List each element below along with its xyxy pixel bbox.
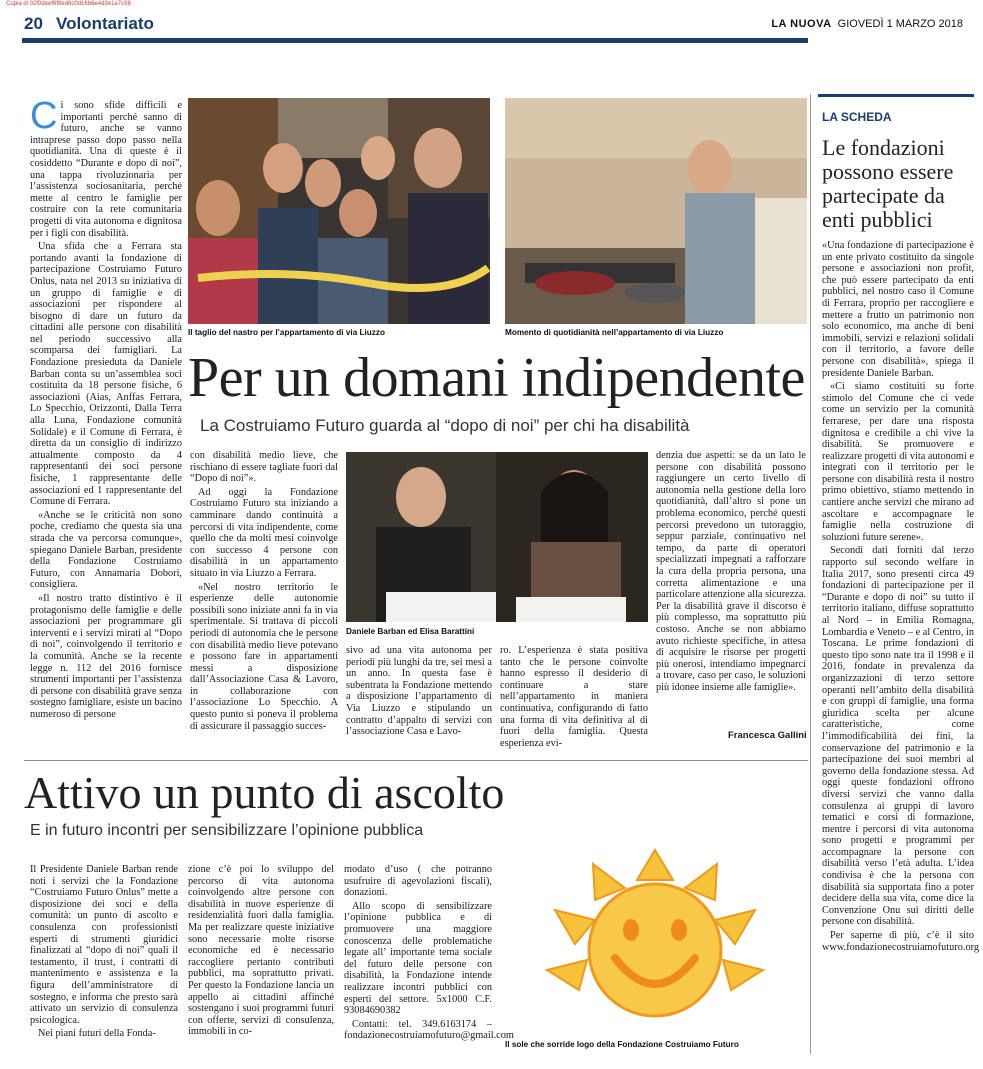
photo3-caption: Daniele Barban ed Elisa Barattini: [346, 627, 475, 636]
paragraph: zione c’è poi lo sviluppo del percorso di vita autonoma coinvolgendo altre persone con disabilità in nuove esperienze di residenzialità fuori dalla famiglia. Ma per realizzare queste iniziative sono necessarie molte risorse economiche ed è necessario raccogliere pertanto contributi pubblici, ma soprattutto privati. Per questo la Fondazione lancia un appello ai cittadini affinché sostengano i suoi programmi futuri con offerte, servizi di consulenza, immobili in co-: [188, 864, 334, 1038]
article1-col4a: [500, 645, 648, 755]
article-divider: [24, 760, 808, 761]
article2-col2: [188, 864, 334, 1054]
paragraph: sivo ad una vita autonoma per periodi più lunghi da tre, sei mesi a un anno. In questa fase è subentrata la Fondazione mettendo a disposizione l’appartamento di Via Liuzzo e stipulando un contratto d’appalto di servizi con l’associazione Casa e Lavo-: [346, 645, 492, 738]
article2-col3: [344, 864, 514, 1054]
header-bar: [22, 38, 808, 43]
photo-ribbon-cutting: [188, 98, 490, 324]
photo-kitchen: [505, 98, 807, 324]
paragraph: ro. L’esperienza è stata positiva tanto che le persone coinvolte hanno espresso il desiderio di continuare a stare nell’appartamento in maniera continuativa, configurando di fatto una forma di vita definitiva al di fuori della famiglia. Questa esperienza evi-: [500, 645, 648, 749]
paragraph: Una sfida che a Ferrara sta portando avanti la fondazione di partecipazione Costruiamo Futuro Onlus, nata nel 2013 su iniziativa di un gruppo di famiglie e di associazioni per rispondere al bisogno di dare un futuro da cittadini alle persone con disabilità nel periodo successivo alla scomparsa dei famigliari. La Fondazione presieduta da Daniele Barban conta su un’assemblea soci costituita da 18 persone fisiche, 6 associazioni (Aias, Anffas Ferrara, Lo Specchio, Orizzonti, Dalla Terra alla Luna, Fondazione comunità Solidale) e il Comune di Ferrara, è diretta da un consiglio di indirizzo attualmente composto da 4 rappresentanti dei soci persone fisiche, 1 rappresentante delle associazioni ed 1 rappresentante del Comune di Ferrara.: [30, 241, 182, 508]
sidebar-label: LA SCHEDA: [822, 110, 892, 124]
article1-col4: [656, 450, 806, 728]
article1-subheadline: La Costruiamo Futuro guarda al “dopo di noi” per chi ha disabilità: [200, 416, 690, 435]
paragraph: «Anche se le criticità non sono poche, crediamo che questa sia una strada che va percorsa comunque», spiegano Daniele Barban, presidente della Fondazione Costruiamo Futuro, con Annamaria Dobori, consigliera.: [30, 509, 182, 591]
article1-col1: [30, 95, 182, 754]
paragraph: «Ci siamo costituiti su forte stimolo del Comune che ci vede come un servizio per la comunità ferrarese, per dare una risposta dignitosa e credibile a chi vive la disabilità. Se promuovere e realizzare progetti di vita autonomi e integrati con il territorio per le persone con disabilità resta il nostro primo obiettivo, stiamo mettendo in cantiere anche servizi che mirano ad ascoltare e accompagnare le famiglie nella costruzione di soluzioni future serene».: [822, 381, 974, 543]
sun-logo-image: [505, 845, 805, 1035]
copy-tag: Copia di 02f0deef6f8ed8c0d16b6e4d3e1a7c98: [6, 1, 131, 7]
paragraph: «Una fondazione di partecipazione è un ente privato costituito da singole persone e associazioni non profit, che può essere partecipato da enti pubblici, nel nostro caso il Comune di Ferrara, proprio per raccogliere e mettere a frutto un patrimonio non solo economico, ma anche di beni immobili, servizi e relazioni solidali con il territorio, a favore delle persone con disabilità», spiega il presidente Daniele Barban.: [822, 240, 974, 379]
photo1-caption: Il taglio del nastro per l’appartamento di via Liuzzo: [188, 328, 385, 337]
paragraph: Contatti: tel. 349.6163174 – fondazionecostruiamofuturo@gmail.com: [344, 1018, 514, 1042]
sidebar-title: Le fondazioni possono essere partecipate da enti pubblici: [822, 135, 954, 232]
article2-headline: Attivo un punto di ascolto: [24, 767, 505, 818]
paragraph: con disabilità medio lieve, che rischiano di essere tagliate fuori dal “Dopo di noi”».: [190, 450, 338, 485]
byline: Francesca Gallini: [728, 730, 807, 741]
sidebar-body: [822, 240, 979, 1054]
article2-col1: [30, 864, 178, 1054]
article2-subheadline: E in futuro incontri per sensibilizzare l’opinione pubblica: [30, 822, 424, 839]
paragraph: i sono sfide difficili e importanti perché sanno di futuro, anche se vanno intraprese passo dopo passo nella quotidianità. Una di queste è il cosiddetto “Durante e dopo di noi”, una tappa rivoluzionaria per l’assistenza sociosanitaria, perché mette al centro le famiglie per costruire con la rete comunitaria progetti di vita autonoma e dignitosa per i figli con disabilità.: [30, 100, 182, 239]
article1-col2: [190, 450, 338, 755]
paragraph: Per saperne di più, c’è il sito www.fondazionecostruiamofuturo.org: [822, 930, 979, 953]
sidebar-top-bar: [818, 94, 974, 97]
paragraph: Secondi dati forniti dal terzo rapporto sul secondo welfare in Italia 2017, sono presenti circa 49 fondazioni di partecipazione per il “Durante e dopo di noi” su tutto il territorio italiano, diffuse soprattutto al Nord – in Emilia Romagna, Lombardia e Veneto – e al Centro, in Toscana. Le prime fondazioni di questo tipo sono nate tra il 1998 e il 2016, fondate in prevalenza da organizzazioni di terzo settore operanti nell’ambito della disabilità e con gruppi di famiglie, una forma giuridica scelta per alcune caratteristiche, come l’immodificabilità dei fini, la conservazione del patrimonio e la partecipazione dei suoi membri al governo della fondazione stessa. Ad oggi queste fondazioni offrono diversi servizi che vanno dalla consulenza ai gruppi di lavoro tematici e corsi di formazione, mentre i percorsi di vita autonoma sono progetti e programmi per accompagnare la persone con disabilità verso l’età adulta. L’idea condivisa è che la persona con disabilità sia supportata fino a poter decidere della sua vita, come dice la Convenzione Onu sui diritti delle persone con disabilità.: [822, 545, 974, 928]
paragraph: denzia due aspetti: se da un lato le persone con disabilità possono raggiungere un certo livello di autonomia nella gestione della loro quotidianità, dall’altro si pone un problema economico, perché questi percorsi prevedono un tutoraggio, seppur parziale, continuativo nel tempo, da parte di operatori specializzati impegnati a rafforzare la cura della propria persona, una corretta alimentazione e una particolare attenzione alla sicurezza. Per la disabilità grave il discorso è più complesso, ma soprattutto più costoso. Anche se non abbiamo avuto richieste specifiche, in attesa di acquisire le risorse per progetti più onerosi, intendiamo impegnarci a trovare, caso per caso, le soluzioni più idonee insieme alle famiglie».: [656, 450, 806, 693]
sidebar-divider: [810, 94, 811, 1054]
paragraph: modato d’uso ( che potranno usufruire di agevolazioni fiscali), donazioni.: [344, 864, 492, 899]
paragraph: Ad oggi la Fondazione Costruiamo Futuro sta iniziando a camminare dando continuità a percorsi di vita indipendente, come quello che da molti mesi coinvolge con successo 4 persone con disabilità in un appartamento situato in via Liuzzo a Ferrara.: [190, 486, 338, 579]
paragraph: «Nel nostro territorio le esperienze delle autonomie possibili sono iniziate anni fa in via sperimentale. Si trattava di piccoli periodi di autonomia che le persone con disabilità medio lieve potevano e possono fare in appartamenti messi a disposizione dall’Associazione Casa & Lavoro, in collaborazione con l’associazione Lo Specchio. A questo punto si poneva il problema di assicurare il passaggio succes-: [190, 581, 338, 732]
photo2-caption: Momento di quotidianità nell’appartamento di via Liuzzo: [505, 328, 724, 337]
photo-signing: [346, 452, 648, 622]
issue-date: GIOVEDÌ 1 MARZO 2018: [837, 18, 963, 30]
paragraph: Allo scopo di sensibilizzare l’opinione pubblica e di promuovere una maggiore conoscenza delle problematiche legate all’ importante tema sociale del futuro delle persone con disabilità, la Fondazione intende realizzare incontri pubblici con esperti del settore. 5x1000 C.F. 93084690382: [344, 900, 492, 1017]
article1-col3: [346, 645, 492, 755]
section-title: Volontariato: [56, 14, 154, 33]
paragraph: Nei piani futuri della Fonda-: [38, 1028, 156, 1040]
masthead: [771, 18, 963, 30]
paragraph: «Il nostro tratto distintivo è il protagonismo delle famiglie e delle associazioni per programmare gli interventi e i servizi mirati al “Dopo di noi”, coinvolgendo il territorio e la comunità. Anche se la recente legge n. 112 del 2016 fornisce strumenti importanti per l’assistenza di persone con disabilità grave senza sostegno famigliare, esiste un bacino numeroso di persone: [30, 592, 182, 720]
paragraph: Il Presidente Daniele Barban rende noti i servizi che la Fondazione “Costruiamo Futuro Onlus” mette a disposizione dei soci e della comunità: un punto di ascolto e consulenza con professionisti esperti di strumenti giuridici finalizzati al “dopo di noi” quali il testamento, il trust, i contratti di mantenimento e assistenza e la figura dell’amministratore di sostegno, e informa che presto sarà attivato un servizio di consulenza psicologica.: [30, 864, 178, 1026]
dropcap: C: [30, 95, 58, 137]
page-number: 20: [24, 14, 43, 33]
article1-headline: Per un domani indipendente: [188, 347, 805, 409]
sun-logo-caption: Il sole che sorride logo della Fondazione Costruiamo Futuro: [505, 1040, 739, 1049]
paper-name: LA NUOVA: [771, 18, 832, 30]
